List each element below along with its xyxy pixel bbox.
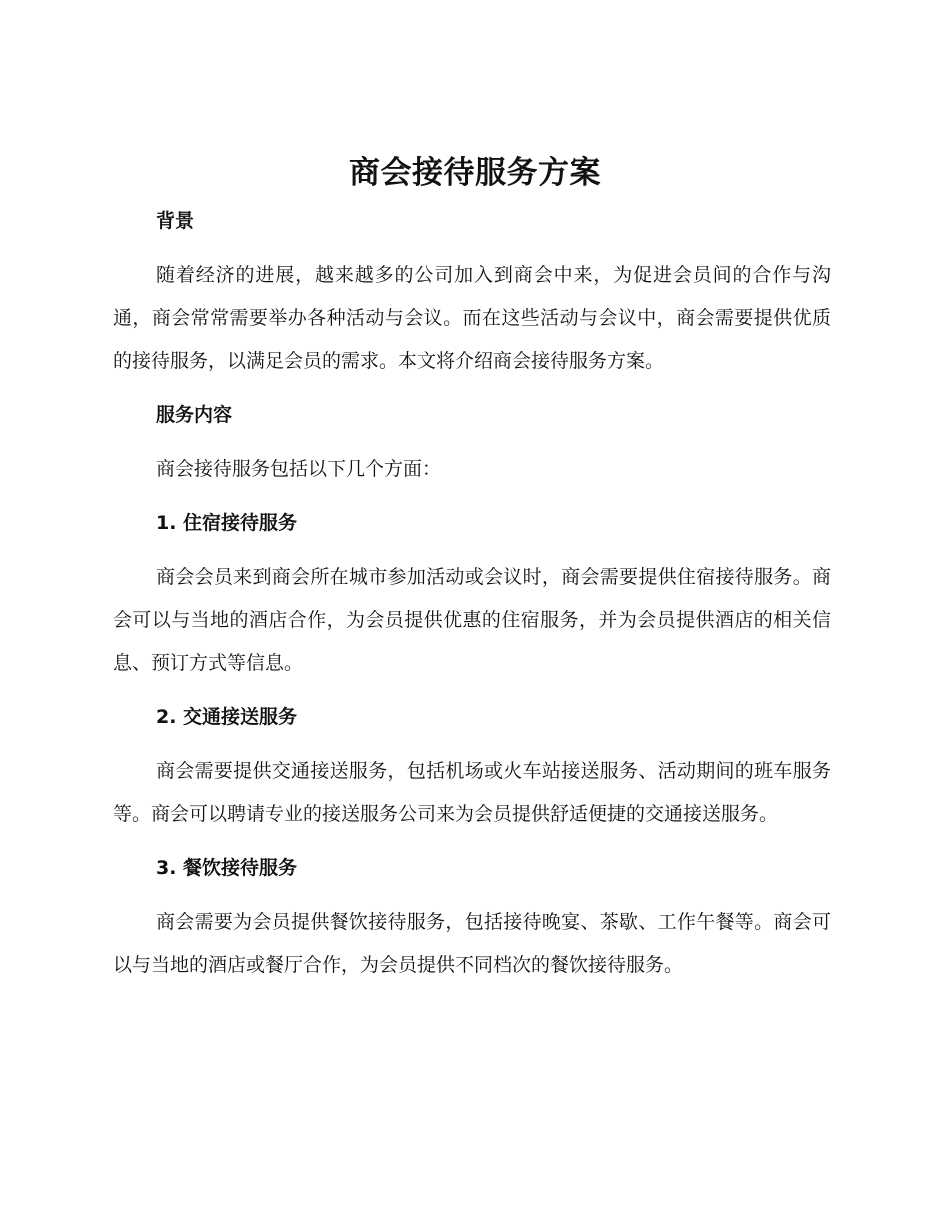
- paragraph: 商会需要提供交通接送服务，包括机场或火车站接送服务、活动期间的班车服务等。商会可以聘请专业的接送服务公司来为会员提供舒适便捷的交通接送服务。: [113, 760, 831, 825]
- section-heading: 1. 住宿接待服务: [156, 512, 298, 534]
- section-background: [113, 200, 831, 383]
- section-catering: [113, 847, 831, 987]
- document-title: 商会接待服务方案: [349, 155, 601, 191]
- section-heading: 3. 餐饮接待服务: [156, 857, 298, 879]
- section-service-content: [113, 394, 831, 491]
- section-heading: 背景: [156, 210, 195, 232]
- paragraph: 商会接待服务包括以下几个方面：: [156, 458, 442, 480]
- section-accommodation: [113, 502, 831, 685]
- paragraph: 随着经济的进展，越来越多的公司加入到商会中来，为促进会员间的合作与沟通，商会常常需要举办各种活动与会议。而在这些活动与会议中，商会需要提供优质的接待服务，以满足会员的需求。本文将介绍商会接待服务方案。: [113, 264, 831, 372]
- document-body: [113, 200, 831, 987]
- section-transport: [113, 696, 831, 836]
- section-heading: 服务内容: [156, 404, 233, 426]
- section-heading: 2. 交通接送服务: [156, 706, 298, 728]
- paragraph: 商会会员来到商会所在城市参加活动或会议时，商会需要提供住宿接待服务。商会可以与当地的酒店合作，为会员提供优惠的住宿服务，并为会员提供酒店的相关信息、预订方式等信息。: [113, 566, 831, 674]
- paragraph: 商会需要为会员提供餐饮接待服务，包括接待晚宴、茶歇、工作午餐等。商会可以与当地的酒店或餐厅合作，为会员提供不同档次的餐饮接待服务。: [113, 911, 831, 976]
